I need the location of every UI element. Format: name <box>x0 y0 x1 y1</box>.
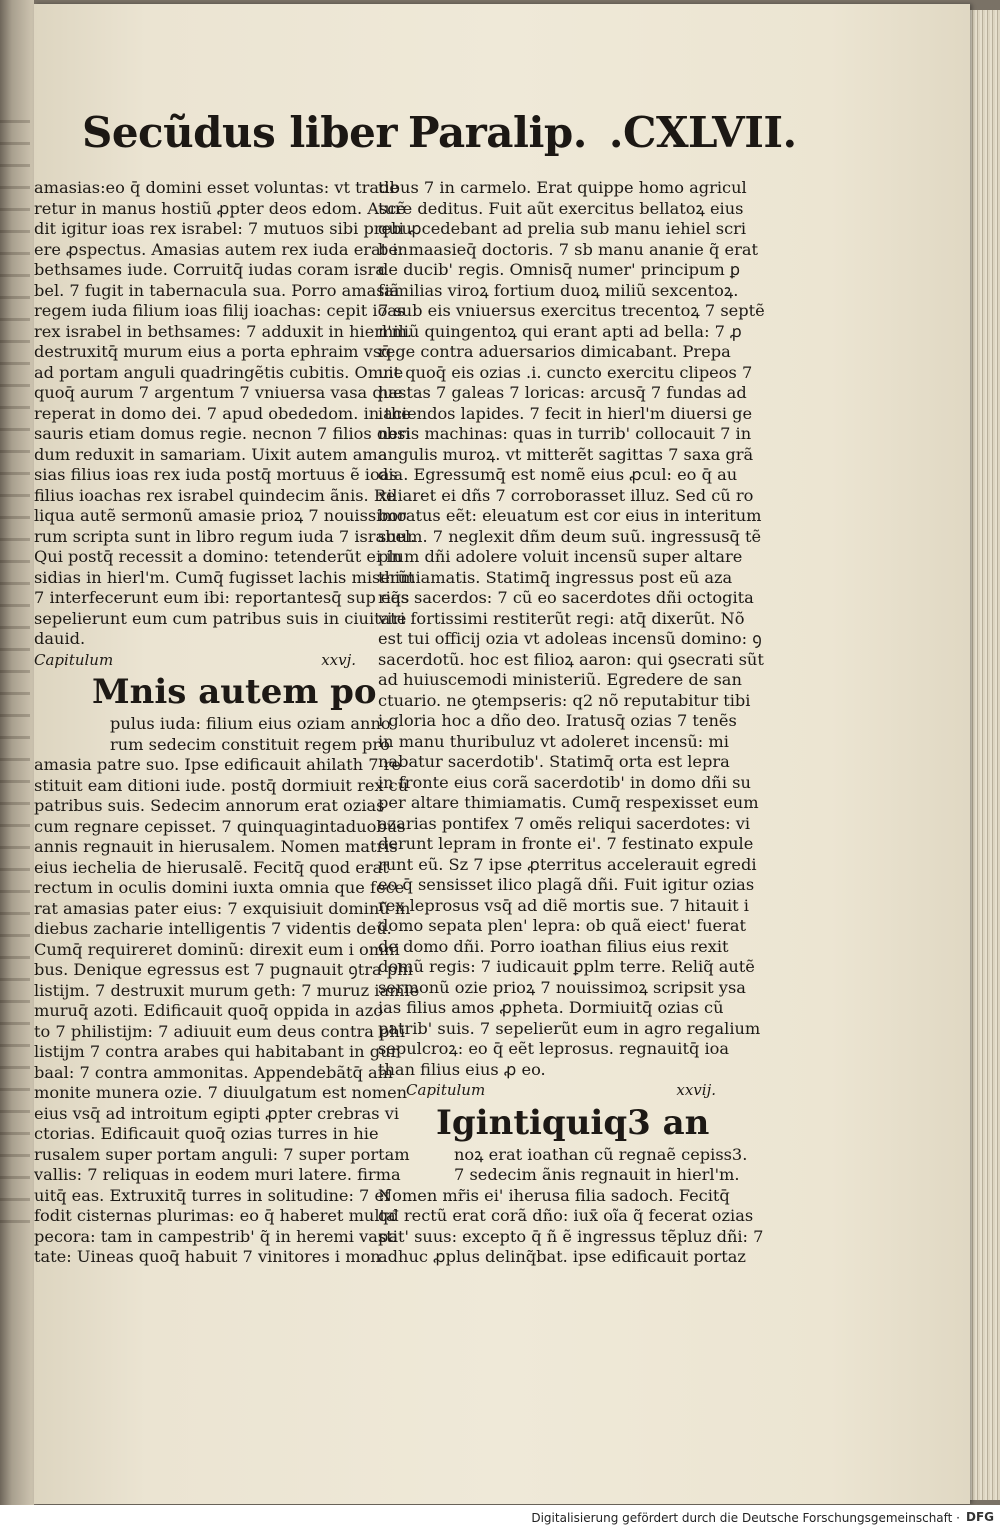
chapter-heading-27 <box>378 1080 724 1101</box>
text-line: to 7 philistijm: 7 adiuuit eum deus contra phi <box>34 1021 405 1041</box>
text-line: be: maasieq̄ doctoris. 7 sb manu ananie q̃ erat <box>378 239 758 259</box>
text-line: eo q̄ sensisset ilico plagã dñi. Fuit igitur ozias <box>378 875 755 894</box>
text-line: patribus suis. Sedecim annorum erat ozias <box>34 796 385 815</box>
folio-number: .CXLVII. <box>608 108 797 157</box>
text-line: Qui postq̄ recessit a domino: tetenderũt ei in <box>34 547 402 566</box>
text-line: rat amasias pater eius: 7 exquisiuit dominũ in <box>34 898 411 918</box>
text-line: est tui officij ozia vt adoleas incensũ domino: ꝯ <box>378 629 762 648</box>
text-line: rias sacerdos: 7 cũ eo sacerdotes dñi octogita <box>378 588 754 607</box>
left-column-text-after <box>34 714 420 1268</box>
text-line: runt eũ. Sz 7 ipse ꝓterritus accelerauit egredi <box>378 854 757 874</box>
text-line: sias filius ioas rex iuda postq̄ mortuus ẽ ioas <box>34 465 398 484</box>
text-line: neris machinas: quas in turrib' collocauit 7 in <box>378 424 752 443</box>
dfg-logo: DFG <box>965 1510 994 1524</box>
text-line: noꝝ erat ioathan cũ regnaẽ cepiss3. <box>454 1144 748 1164</box>
text-line: monite munera ozie. 7 diuulgatum est nomen <box>34 1083 408 1102</box>
right-column-text-after <box>378 1144 764 1268</box>
text-line: dia. Egressumq̄ est nomẽ eius ꝓcul: eo q̄ au <box>378 465 738 484</box>
text-line: domũ regis: 7 iudicauit ꝑplm terre. Reliq̃ autẽ <box>378 957 755 976</box>
chapter-number: xxvj. <box>321 650 356 669</box>
text-line: rum sedecim constituit regem pro <box>110 734 390 754</box>
text-line: diebus zacharie intelligentis 7 videntis deũ. <box>34 919 392 938</box>
text-line: bus. Denique egressus est 7 pugnauit ꝯtra phi <box>34 960 413 979</box>
text-line: rectum in oculis domini iuxta omnia que fece <box>34 878 405 897</box>
text-line: liqua autẽ sermonũ amasie prioꝝ 7 nouissimo <box>34 506 407 525</box>
text-line: nabatur sacerdotib'. Statimq̄ orta est lepra <box>378 752 730 771</box>
text-line: in manu thuribuluz vt adoleret incensũ: mi <box>378 731 729 751</box>
running-header-right <box>408 108 797 157</box>
text-line: baal: 7 contra ammonitas. Appendebãtq̄ am <box>34 1062 394 1082</box>
text-line: qui ꝓcedebant ad prelia sub manu iehiel scri <box>378 219 747 238</box>
text-line: sauris etiam domus regie. necnon 7 filios obsi <box>34 424 411 443</box>
text-line: ias filius amos ꝓpheta. Dormiuitq̄ ozias cũ <box>378 998 724 1017</box>
text-line: rum scripta sunt in libro regum iuda 7 israbel. <box>34 526 416 546</box>
text-line: Cumq̄ requireret dominũ: direxit eum i omni <box>34 939 400 959</box>
text-line: quoq̄ aurum 7 argentum 7 vniuersa vasa que <box>34 383 403 402</box>
text-line: thimiamatis. Statimq̄ ingressus post eũ aza <box>378 567 733 587</box>
text-line: stituit eam ditioni iude. postq̄ dormiuit rex cũ <box>34 775 409 795</box>
text-line: dauid. <box>34 629 86 648</box>
text-line: angulis muroꝝ. vt mitterẽt sagittas 7 saxa grã <box>378 444 754 464</box>
text-line: iaciendos lapides. 7 fecit in hierl'm diuersi ge <box>378 403 753 423</box>
left-column-text-top <box>34 178 416 650</box>
text-line: viri fortissimi restiterũt regi: atq̄ dixerũt. Nõ <box>378 608 745 628</box>
text-line: rex israbel in bethsames: 7 adduxit in hierl'm. <box>34 321 413 341</box>
text-line: destruxitq̄ murum eius a porta ephraim vsq̄ <box>34 342 392 361</box>
previous-page-text-bleed <box>0 120 30 1240</box>
text-line: in fronte eius corã sacerdotib' in domo dñi su <box>378 772 751 792</box>
text-line: retur in manus hostiũ ꝓpter deos edom. Ascẽ <box>34 198 406 218</box>
text-line: hastas 7 galeas 7 loricas: arcusq̄ 7 fundas ad <box>378 383 747 402</box>
text-line: ad portam anguli quadringẽtis cubitis. Omne <box>34 362 404 382</box>
header-title: Paralip. <box>408 108 587 157</box>
text-line: plum dñi adolere voluit incensũ super altare <box>378 547 743 566</box>
text-line: pulus iuda: filium eius oziam anno <box>110 714 391 733</box>
text-line: tate: Uineas quoq̄ habuit 7 vinitores i mon <box>34 1247 381 1266</box>
text-line: 7 sedecim ãnis regnauit in hierl'm. <box>454 1165 740 1184</box>
text-line: i gloria hoc a dño deo. Iratusq̄ ozias 7 tenẽs <box>378 711 737 730</box>
text-line: filius ioachas rex israbel quindecim ãnis. Re <box>34 485 396 505</box>
text-line: fodit cisternas plurimas: eo q̄ haberet multa <box>34 1206 396 1225</box>
text-line: bethsames iude. Corruitq̄ iudas coram isra <box>34 260 385 279</box>
text-line: bel. 7 fugit in tabernacula sua. Porro amasiã <box>34 280 400 300</box>
text-line: xiliaret ei dñs 7 corroborasset illuz. Sed cũ ro <box>378 485 754 505</box>
text-line: muruq̄ azoti. Edificauit quoq̄ oppida in azo <box>34 1001 383 1020</box>
text-line: ture deditus. Fuit aũt exercitus bellatoꝝ eius <box>378 198 744 218</box>
text-line: sidias in hierl'm. Cumq̄ fugisset lachis miserũt <box>34 567 415 587</box>
text-line: per altare thimiamatis. Cumq̄ respexisset eum <box>378 793 759 812</box>
text-line: listijm. 7 destruxit murum geth: 7 muruz iamie <box>34 980 420 1000</box>
text-line: derunt lepram in fronte ei'. 7 festinato expule <box>378 834 754 853</box>
chapter-opening-line: Mnis autem po <box>92 672 377 712</box>
text-line: uitq̄ eas. Extruxitq̄ turres in solitudine: 7 ef <box>34 1185 391 1205</box>
text-line: rege contra aduersarios dimicabant. Prepa <box>378 342 731 361</box>
chapter-number: xxvij. <box>676 1081 716 1099</box>
chapter-opening-line: Igintiquiq3 an <box>436 1102 710 1143</box>
chapter-heading-26 <box>34 650 364 671</box>
right-column-text-top <box>378 178 765 1080</box>
text-line: qđ rectũ erat corã dño: iux̄ oĩa q̃ fecerat ozias <box>378 1206 754 1225</box>
text-line: uit quoq̄ eis ozias .i. cuncto exercitu clipeos 7 <box>378 362 753 382</box>
running-header-left: Secũdus liber <box>82 108 397 157</box>
text-line: sacerdotũ. hoc est filioꝝ aaron: qui ꝯsecrati sũt <box>378 649 764 669</box>
text-line: ctuario. ne ꝯtempseris: q2 nõ reputabitur tibi <box>378 690 751 710</box>
text-line: regem iuda filium ioas filij ioachas: cepit ioas <box>34 301 406 320</box>
text-line: familias viroꝝ fortium duoꝝ miliũ sexcentoꝝ. <box>378 280 739 300</box>
text-line: reperat in domo dei. 7 apud obededom. in the <box>34 403 411 423</box>
text-line: Nomen mr̃is ei' iherusa filia sadoch. Fecitq̄ <box>378 1185 730 1205</box>
text-line: ctorias. Edificauit quoq̄ ozias turres in hie <box>34 1124 379 1143</box>
text-line: ere ꝓspectus. Amasias autem rex iuda erat in <box>34 239 408 259</box>
text-line: adhuc ꝓplus delinq̃bat. ipse edificauit portaz <box>378 1247 746 1266</box>
text-line: sermonũ ozie prioꝝ 7 nouissimoꝝ scripsit ysa <box>378 977 746 997</box>
text-line: 7 interfecerunt eum ibi: reportantesq̄ sup eq̃s <box>34 588 410 607</box>
text-line: ad huiuscemodi ministeriũ. Egredere de san <box>378 670 742 689</box>
text-line: domo sepata plen' lepra: ob quã eiect' fuerat <box>378 916 747 935</box>
text-line: suum. 7 neglexit dñm deum suũ. ingressusq̄ tẽ <box>378 526 762 546</box>
text-line: cum regnare cepisset. 7 quinquagintaduobus <box>34 816 406 836</box>
funding-notice: Digitalisierung gefördert durch die Deutsche Forschungsgemeinschaft · <box>531 1511 960 1525</box>
footer-bar <box>0 1505 1000 1532</box>
text-line: listijm 7 contra arabes qui habitabant in gur <box>34 1042 399 1061</box>
text-line: boratus eẽt: eleuatum est cor eius in interitum <box>378 506 762 525</box>
text-line: sepulcroꝝ: eo q̄ eẽt leprosus. regnauitq̄ ioa <box>378 1039 730 1058</box>
text-line: eius iechelia de hierusalẽ. Fecitq̄ quod erat <box>34 857 389 877</box>
text-line: dit igitur ioas rex israbel: 7 mutuos sibi prebu <box>34 219 412 238</box>
text-line: than filius eius ꝓ eo. <box>378 1059 546 1079</box>
text-line: pecora: tam in campestrib' q̃ in heremi vasti <box>34 1226 398 1246</box>
chapter-label: Capitulum <box>34 650 114 669</box>
chapter-label: Capitulum <box>406 1081 486 1099</box>
text-line: dum reduxit in samariam. Uixit autem ama <box>34 444 388 464</box>
text-line: rusalem super portam anguli: 7 super portam <box>34 1144 410 1164</box>
text-line: de domo dñi. Porro ioathan filius eius rexit <box>378 936 729 956</box>
text-line: eius vsq̄ ad introitum egipti ꝓpter crebras vi <box>34 1103 400 1123</box>
text-line: miliũ quingentoꝝ qui erant apti ad bella: 7 ꝓ <box>378 321 742 341</box>
text-line: pat' suus: excepto q̄ ñ ẽ ingressus tẽpluz dñi: 7 <box>378 1226 764 1246</box>
text-line: sepelierunt eum cum patribus suis in ciuitate <box>34 608 407 628</box>
text-line: 7 sub eis vniuersus exercitus trecentoꝝ 7 septẽ <box>378 301 765 320</box>
text-line: tibus 7 in carmelo. Erat quippe homo agricul <box>378 178 747 197</box>
left-column <box>34 178 420 1268</box>
text-line: annis regnauit in hierusalem. Nomen matris <box>34 837 398 856</box>
text-line: amasias:eo q̄ domini esset voluntas: vt trade <box>34 178 399 197</box>
text-line: azarias pontifex 7 omẽs reliqui sacerdotes: vi <box>378 813 751 833</box>
text-line: de ducib' regis. Omnisq̄ numer' principum ꝑ <box>378 260 741 279</box>
text-line: vallis: 7 reliquas in eodem muri latere. firma <box>34 1165 401 1184</box>
text-line: patrib' suis. 7 sepelierũt eum in agro regalium <box>378 1018 761 1038</box>
right-column <box>378 178 765 1268</box>
text-line: rex leprosus vsq̄ ad diẽ mortis sue. 7 hitauit i <box>378 895 749 915</box>
text-line: amasia patre suo. Ipse edificauit ahilath 7 re <box>34 755 401 774</box>
